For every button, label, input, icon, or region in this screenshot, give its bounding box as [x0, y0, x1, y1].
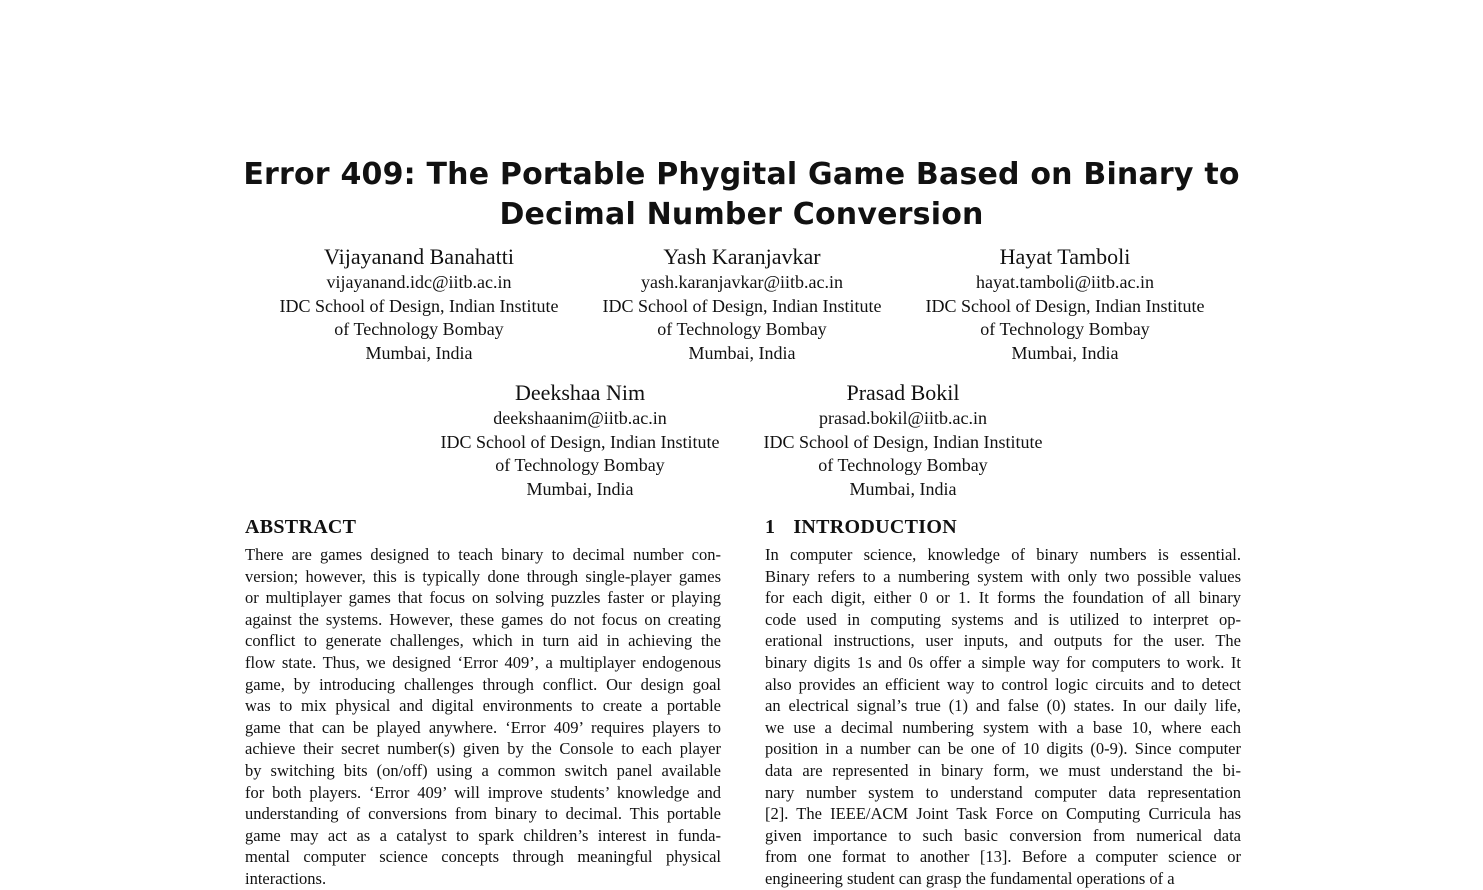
text-line: Binary refers to a numbering system with only two possible values — [765, 566, 1241, 586]
author-location: Mumbai, India — [849, 478, 957, 499]
author-block — [895, 243, 1235, 365]
introduction-heading — [765, 515, 957, 539]
author-email: deekshaanim@iitb.ac.in — [493, 408, 667, 428]
author-email: hayat.tamboli@iitb.ac.in — [975, 272, 1155, 292]
author-affiliation: IDC School of Design, Indian Institute — [279, 295, 559, 316]
paper-title — [0, 155, 1483, 235]
text-line: game, by introducing challenges through conflict. Our design goal — [245, 674, 721, 694]
author-affiliation: IDC School of Design, Indian Institute — [763, 431, 1043, 452]
title-line-2: Decimal Number Conversion — [499, 197, 984, 232]
text-line: conflict to generate challenges, which in turn aid in achieving the — [245, 631, 721, 651]
text-line: for each digit, either 0 or 1. It forms the foundation of all binary — [765, 588, 1241, 608]
text-line: erational instructions, user inputs, and outputs for the user. The — [765, 631, 1241, 651]
author-block — [410, 379, 750, 501]
text-line: from one format to another [13]. Before a computer science or — [765, 847, 1241, 867]
text-line: also provides an efficient way to control logic circuits and to detect — [765, 674, 1241, 694]
text-line: given importance to such basic conversion from numerical data — [765, 825, 1241, 845]
text-line: against the systems. However, these games do not focus on creating — [245, 609, 721, 629]
author-location: Mumbai, India — [365, 342, 473, 363]
author-affiliation: of Technology Bombay — [980, 319, 1150, 339]
author-affiliation: IDC School of Design, Indian Institute — [602, 295, 882, 316]
text-line: or multiplayer games that focus on solving puzzles faster or playing — [245, 588, 721, 608]
introduction-heading-text: INTRODUCTION — [793, 516, 957, 538]
author-name: Deekshaa Nim — [514, 380, 646, 405]
author-affiliation: of Technology Bombay — [334, 319, 504, 339]
text-line: was to mix physical and digital environments to create a portable — [245, 696, 721, 716]
text-line: game that can be played anywhere. ‘Error 409’ requires players to — [245, 717, 721, 737]
author-location: Mumbai, India — [1011, 342, 1119, 363]
text-line: interactions. — [245, 868, 327, 888]
author-block — [249, 243, 589, 365]
introduction-body — [765, 544, 1241, 890]
abstract-heading — [245, 515, 356, 539]
abstract-heading-text: ABSTRACT — [245, 516, 357, 538]
author-name: Yash Karanjavkar — [663, 244, 821, 269]
text-line: version; however, this is typically done through single-player games — [245, 566, 721, 586]
text-line: nary number system to understand computer data representation — [765, 782, 1241, 802]
text-line: There are games designed to teach binary to decimal number con- — [245, 545, 721, 564]
text-line: binary digits 1s and 0s offer a simple way for computers to work. It — [765, 652, 1241, 672]
text-line: mental computer science concepts through meaningful physical — [245, 847, 721, 867]
section-number: 1 — [765, 516, 776, 538]
author-affiliation: IDC School of Design, Indian Institute — [440, 431, 720, 452]
author-affiliation: of Technology Bombay — [818, 455, 988, 475]
author-name: Hayat Tamboli — [999, 244, 1131, 269]
author-location: Mumbai, India — [688, 342, 796, 363]
abstract-body — [245, 544, 721, 890]
author-name: Prasad Bokil — [846, 380, 960, 405]
text-line: for both players. ‘Error 409’ will improve students’ knowledge and — [245, 782, 721, 802]
author-email: yash.karanjavkar@iitb.ac.in — [641, 272, 843, 292]
author-block — [733, 379, 1073, 501]
text-line: position in a number can be one of 10 digits (0-9). Since computer — [765, 739, 1241, 759]
author-email: prasad.bokil@iitb.ac.in — [818, 408, 988, 428]
author-email: vijayanand.idc@iitb.ac.in — [326, 272, 512, 292]
text-line: achieve their secret number(s) given by the Console to each player — [245, 739, 721, 759]
text-line: by switching bits (on/off) using a common switch panel available — [245, 760, 721, 780]
author-name: Vijayanand Banahatti — [324, 244, 514, 269]
text-line: understanding of conversions from binary to decimal. This portable — [245, 804, 721, 824]
author-affiliation: IDC School of Design, Indian Institute — [925, 295, 1205, 316]
text-line: game may act as a catalyst to spark children’s interest in funda- — [245, 825, 721, 845]
title-line-1: Error 409: The Portable Phygital Game Based on Binary to — [243, 157, 1240, 192]
text-line: we use a decimal numbering system with a base 10, where each — [765, 717, 1241, 737]
text-line: code used in computing systems and is utilized to interpret op- — [765, 609, 1241, 629]
text-line: In computer science, knowledge of binary numbers is essential. — [765, 545, 1241, 564]
text-line: engineering student can grasp the fundamental operations of a — [765, 868, 1175, 888]
author-affiliation: of Technology Bombay — [495, 455, 665, 475]
text-line: [2]. The IEEE/ACM Joint Task Force on Computing Curricula has — [765, 804, 1241, 824]
text-line: an electrical signal’s true (1) and false (0) states. In our daily life, — [765, 696, 1241, 716]
author-affiliation: of Technology Bombay — [657, 319, 827, 339]
author-location: Mumbai, India — [526, 478, 634, 499]
text-line: flow state. Thus, we designed ‘Error 409’, a multiplayer endogenous — [245, 652, 721, 672]
author-block — [572, 243, 912, 365]
text-line: data are represented in binary form, we must understand the bi- — [765, 760, 1241, 780]
